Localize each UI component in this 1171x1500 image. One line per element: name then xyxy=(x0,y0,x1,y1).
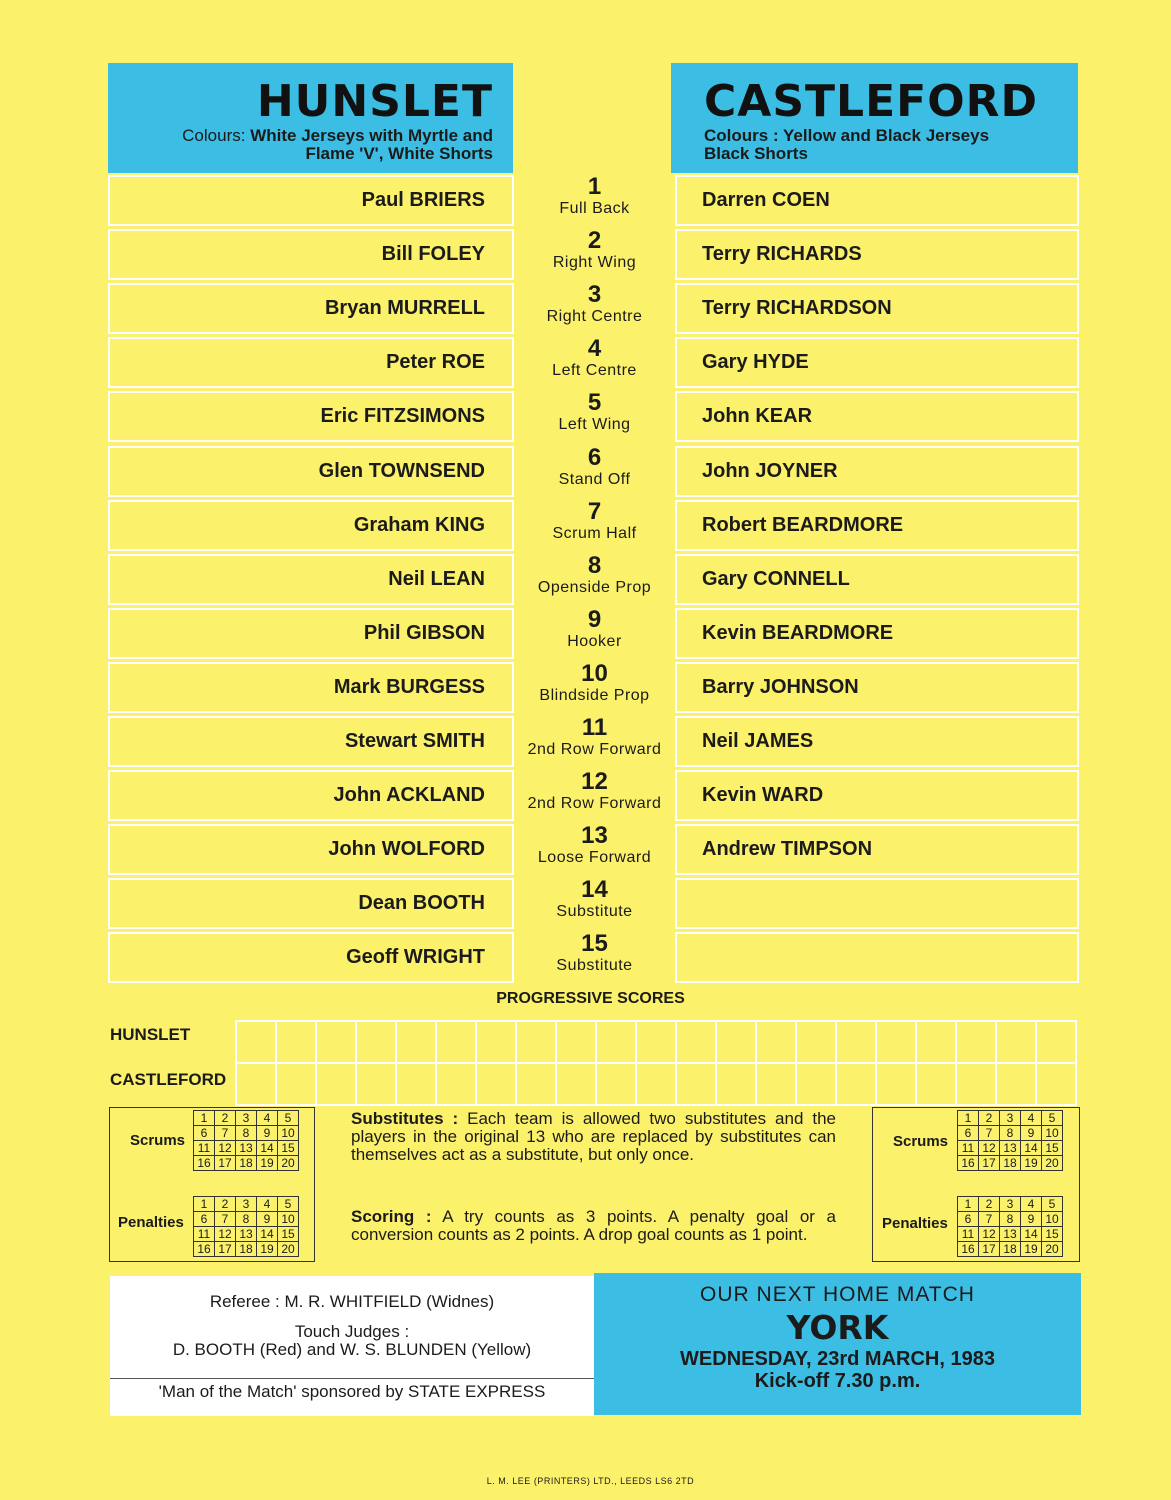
position-number: 9 xyxy=(587,606,602,633)
home-player-name: Geoff WRIGHT xyxy=(346,946,485,968)
position-name: Full Back xyxy=(559,200,630,217)
position-name: Scrum Half xyxy=(552,525,637,542)
score-cell xyxy=(436,1021,476,1063)
position-name: 2nd Row Forward xyxy=(527,741,662,758)
tally-cell: 1 xyxy=(958,1197,979,1212)
position-label xyxy=(514,337,675,381)
position-label xyxy=(514,932,675,976)
score-cell xyxy=(316,1063,356,1105)
score-cell xyxy=(596,1063,636,1105)
tally-row xyxy=(958,1197,1063,1212)
tally-cell: 4 xyxy=(257,1111,278,1126)
tally-cell: 10 xyxy=(1042,1126,1063,1141)
position-label xyxy=(514,716,675,760)
home-player-name: Paul BRIERS xyxy=(361,189,485,211)
position-number: 4 xyxy=(587,335,602,362)
progressive-scores-title: PROGRESSIVE SCORES xyxy=(496,990,685,1007)
tally-row xyxy=(958,1227,1063,1242)
score-cell xyxy=(636,1021,676,1063)
tally-cell: 2 xyxy=(979,1197,1000,1212)
position-label xyxy=(514,229,675,273)
position-name: Hooker xyxy=(567,633,622,650)
tally-cell: 18 xyxy=(236,1156,257,1171)
progressive-home-label: HUNSLET xyxy=(110,1025,191,1044)
tally-row xyxy=(958,1212,1063,1227)
tally-cell: 20 xyxy=(278,1242,299,1257)
tally-cell: 13 xyxy=(1000,1141,1021,1156)
tally-cell: 15 xyxy=(1042,1141,1063,1156)
away-player-row xyxy=(675,337,1079,388)
away-player-name: Terry RICHARDS xyxy=(702,243,862,265)
score-cell xyxy=(796,1021,836,1063)
home-player-name: Peter ROE xyxy=(386,351,485,373)
position-name: Openside Prop xyxy=(537,579,652,596)
score-cell xyxy=(756,1021,796,1063)
home-player-row xyxy=(108,446,514,497)
home-player-name: Neil LEAN xyxy=(388,568,485,590)
tally-row xyxy=(958,1111,1063,1126)
tally-cell: 5 xyxy=(1042,1111,1063,1126)
tally-cell: 8 xyxy=(1000,1126,1021,1141)
position-name: Left Centre xyxy=(552,362,637,379)
score-cell xyxy=(236,1021,276,1063)
tally-cell: 10 xyxy=(1042,1212,1063,1227)
tally-row xyxy=(194,1197,299,1212)
score-cell xyxy=(556,1021,596,1063)
away-scrums-label: Scrums xyxy=(893,1133,949,1150)
tally-cell: 9 xyxy=(1021,1126,1042,1141)
tally-cell: 15 xyxy=(1042,1227,1063,1242)
tally-cell: 12 xyxy=(979,1141,1000,1156)
away-player-row xyxy=(675,283,1079,334)
score-cell xyxy=(796,1063,836,1105)
tally-cell: 19 xyxy=(1021,1156,1042,1171)
tally-cell: 11 xyxy=(958,1227,979,1242)
next-match-kickoff: Kick-off 7.30 p.m. xyxy=(754,1370,921,1392)
position-number: 3 xyxy=(587,281,602,308)
officials-box xyxy=(110,1276,594,1416)
score-cell xyxy=(916,1063,956,1105)
away-player-name: John KEAR xyxy=(702,405,813,427)
tally-row xyxy=(194,1141,299,1156)
score-cell xyxy=(836,1021,876,1063)
position-number: 14 xyxy=(581,876,608,903)
score-cell xyxy=(276,1021,316,1063)
away-player-name: Neil JAMES xyxy=(702,730,814,752)
position-label xyxy=(514,175,675,219)
position-label xyxy=(514,283,675,327)
away-player-name: Barry JOHNSON xyxy=(702,676,859,698)
tally-row xyxy=(194,1242,299,1257)
tally-row xyxy=(194,1126,299,1141)
tally-row xyxy=(958,1156,1063,1171)
next-match-opponent: YORK xyxy=(786,1308,889,1347)
away-team-header xyxy=(671,63,1078,173)
home-player-name: Dean BOOTH xyxy=(358,892,485,914)
away-penalties-label: Penalties xyxy=(882,1215,948,1232)
away-scrums-grid xyxy=(957,1110,1063,1171)
score-cell xyxy=(996,1063,1036,1105)
tally-cell: 13 xyxy=(236,1227,257,1242)
tally-cell: 3 xyxy=(1000,1111,1021,1126)
score-cell xyxy=(596,1021,636,1063)
tally-cell: 13 xyxy=(1000,1227,1021,1242)
score-cell xyxy=(476,1021,516,1063)
away-player-row xyxy=(675,500,1079,551)
score-cell xyxy=(1036,1063,1076,1105)
tally-cell: 14 xyxy=(257,1227,278,1242)
home-team-name: HUNSLET xyxy=(256,76,493,127)
position-label xyxy=(514,391,675,435)
home-tally-box xyxy=(109,1107,315,1262)
tally-cell: 15 xyxy=(278,1227,299,1242)
referee: Referee : M. R. WHITFIELD (Widnes) xyxy=(209,1292,495,1311)
home-player-name: Bryan MURRELL xyxy=(324,297,485,319)
tally-cell: 4 xyxy=(1021,1111,1042,1126)
away-player-name: Andrew TIMPSON xyxy=(702,838,873,860)
tally-cell: 7 xyxy=(979,1126,1000,1141)
tally-cell: 20 xyxy=(1042,1242,1063,1257)
tally-cell: 16 xyxy=(194,1242,215,1257)
away-player-row xyxy=(675,175,1079,226)
home-player-row xyxy=(108,608,514,659)
home-team-header xyxy=(108,63,513,173)
tally-row xyxy=(194,1111,299,1126)
score-cell xyxy=(396,1063,436,1105)
position-label xyxy=(514,446,675,490)
score-cell xyxy=(876,1063,916,1105)
away-penalties-grid xyxy=(957,1196,1063,1257)
tally-cell: 18 xyxy=(1000,1156,1021,1171)
tally-cell: 9 xyxy=(1021,1212,1042,1227)
score-cell xyxy=(476,1063,516,1105)
home-player-name: Stewart SMITH xyxy=(344,730,485,752)
score-cell xyxy=(556,1063,596,1105)
home-player-row xyxy=(108,283,514,334)
tally-cell: 20 xyxy=(278,1156,299,1171)
score-cell xyxy=(636,1063,676,1105)
position-name: Blindside Prop xyxy=(539,687,650,704)
home-penalties-grid xyxy=(193,1196,299,1257)
tally-row xyxy=(958,1141,1063,1156)
tally-cell: 18 xyxy=(1000,1242,1021,1257)
home-player-row xyxy=(108,932,514,983)
position-label xyxy=(514,770,675,814)
progressive-score-row xyxy=(236,1021,1076,1063)
sponsor-line: 'Man of the Match' sponsored by STATE EXPRESS xyxy=(158,1382,546,1401)
position-name: Right Wing xyxy=(552,254,637,271)
tally-row xyxy=(194,1212,299,1227)
tally-cell: 11 xyxy=(194,1227,215,1242)
next-match-date: WEDNESDAY, 23rd MARCH, 1983 xyxy=(680,1348,995,1370)
home-player-row xyxy=(108,716,514,767)
home-scrums-label: Scrums xyxy=(130,1132,186,1149)
score-cell xyxy=(1036,1021,1076,1063)
position-number: 10 xyxy=(581,660,608,687)
tally-cell: 8 xyxy=(1000,1212,1021,1227)
tally-cell: 18 xyxy=(236,1242,257,1257)
tally-cell: 9 xyxy=(257,1212,278,1227)
tally-cell: 10 xyxy=(278,1126,299,1141)
tally-cell: 7 xyxy=(215,1126,236,1141)
home-player-row xyxy=(108,554,514,605)
tally-cell: 17 xyxy=(215,1242,236,1257)
position-name: Stand Off xyxy=(558,471,631,488)
tally-cell: 12 xyxy=(215,1227,236,1242)
away-player-row xyxy=(675,446,1079,497)
home-player-row xyxy=(108,662,514,713)
printer-imprint: L. M. LEE (PRINTERS) LTD., LEEDS LS6 2TD xyxy=(486,1476,695,1486)
tally-cell: 10 xyxy=(278,1212,299,1227)
tally-row xyxy=(958,1242,1063,1257)
tally-cell: 19 xyxy=(257,1156,278,1171)
touch-judges-title: Touch Judges : xyxy=(294,1322,410,1341)
position-name: Substitute xyxy=(556,903,633,920)
tally-cell: 3 xyxy=(236,1111,257,1126)
tally-cell: 4 xyxy=(1021,1197,1042,1212)
home-player-row xyxy=(108,770,514,821)
tally-cell: 4 xyxy=(257,1197,278,1212)
home-player-name: John ACKLAND xyxy=(333,784,485,806)
position-number: 2 xyxy=(587,227,602,254)
tally-cell: 11 xyxy=(194,1141,215,1156)
away-player-row xyxy=(675,824,1079,875)
score-cell xyxy=(236,1063,276,1105)
away-player-row xyxy=(675,932,1079,983)
tally-cell: 7 xyxy=(215,1212,236,1227)
score-cell xyxy=(276,1063,316,1105)
tally-cell: 7 xyxy=(979,1212,1000,1227)
progressive-away-label: CASTLEFORD xyxy=(110,1070,227,1089)
home-player-name: Eric FITZSIMONS xyxy=(320,405,485,427)
tally-cell: 2 xyxy=(215,1111,236,1126)
tally-cell: 1 xyxy=(194,1111,215,1126)
score-cell xyxy=(956,1063,996,1105)
position-number: 1 xyxy=(587,173,602,200)
tally-cell: 2 xyxy=(215,1197,236,1212)
home-player-name: Graham KING xyxy=(353,514,485,536)
score-cell xyxy=(676,1063,716,1105)
score-cell xyxy=(396,1021,436,1063)
away-player-name: Terry RICHARDSON xyxy=(702,297,892,319)
tally-cell: 6 xyxy=(194,1126,215,1141)
position-label xyxy=(514,608,675,652)
away-player-row xyxy=(675,229,1079,280)
score-cell xyxy=(356,1021,396,1063)
position-name: Substitute xyxy=(556,957,633,974)
position-number: 13 xyxy=(581,822,608,849)
home-player-name: Glen TOWNSEND xyxy=(318,460,485,482)
away-player-name: Gary CONNELL xyxy=(702,568,850,590)
away-player-name: Kevin WARD xyxy=(702,784,824,806)
away-tally-box xyxy=(872,1107,1080,1262)
away-player-name: John JOYNER xyxy=(702,460,838,482)
position-number: 7 xyxy=(587,498,602,525)
tally-cell: 12 xyxy=(215,1141,236,1156)
tally-cell: 20 xyxy=(1042,1156,1063,1171)
away-team-name: CASTLEFORD xyxy=(704,76,1039,127)
score-cell xyxy=(516,1063,556,1105)
tally-cell: 5 xyxy=(278,1197,299,1212)
tally-cell: 8 xyxy=(236,1126,257,1141)
officials-divider xyxy=(110,1378,594,1379)
tally-cell: 6 xyxy=(194,1212,215,1227)
tally-cell: 6 xyxy=(958,1126,979,1141)
home-team-colours: Colours: White Jerseys with Myrtle and Flame 'V', White Shorts xyxy=(182,126,493,163)
tally-cell: 16 xyxy=(194,1156,215,1171)
home-player-row xyxy=(108,500,514,551)
home-player-row xyxy=(108,337,514,388)
position-number: 15 xyxy=(581,930,608,957)
position-number: 5 xyxy=(587,389,602,416)
progressive-score-row xyxy=(236,1063,1076,1105)
tally-cell: 16 xyxy=(958,1156,979,1171)
score-cell xyxy=(716,1063,756,1105)
tally-cell: 14 xyxy=(1021,1227,1042,1242)
away-player-name: Darren COEN xyxy=(702,189,830,211)
away-player-row xyxy=(675,608,1079,659)
tally-cell: 3 xyxy=(236,1197,257,1212)
home-player-row xyxy=(108,391,514,442)
progressive-score-grid xyxy=(235,1020,1077,1106)
tally-cell: 1 xyxy=(958,1111,979,1126)
tally-cell: 14 xyxy=(1021,1141,1042,1156)
next-match-heading: OUR NEXT HOME MATCH xyxy=(700,1283,975,1306)
home-player-name: Bill FOLEY xyxy=(381,243,485,265)
tally-cell: 17 xyxy=(215,1156,236,1171)
tally-cell: 13 xyxy=(236,1141,257,1156)
position-label xyxy=(514,500,675,544)
tally-cell: 15 xyxy=(278,1141,299,1156)
tally-cell: 9 xyxy=(257,1126,278,1141)
position-number: 11 xyxy=(581,714,608,741)
score-cell xyxy=(676,1021,716,1063)
away-player-row xyxy=(675,554,1079,605)
home-player-name: Phil GIBSON xyxy=(363,622,485,644)
position-label xyxy=(514,662,675,706)
score-cell xyxy=(436,1063,476,1105)
home-player-row xyxy=(108,229,514,280)
tally-cell: 3 xyxy=(1000,1197,1021,1212)
position-label xyxy=(514,824,675,868)
position-name: 2nd Row Forward xyxy=(527,795,662,812)
score-cell xyxy=(836,1063,876,1105)
tally-row xyxy=(958,1126,1063,1141)
touch-judges-names: D. BOOTH (Red) and W. S. BLUNDEN (Yellow) xyxy=(172,1340,532,1359)
score-cell xyxy=(756,1063,796,1105)
score-cell xyxy=(516,1021,556,1063)
position-name: Right Centre xyxy=(546,308,643,325)
position-number: 12 xyxy=(581,768,608,795)
score-cell xyxy=(716,1021,756,1063)
tally-row xyxy=(194,1227,299,1242)
home-penalties-label: Penalties xyxy=(118,1214,184,1231)
scoring-rule: Scoring : A try counts as 3 points. A penalty goal or a conversion counts as 2 points. A drop goal counts as 1 point. xyxy=(351,1207,836,1244)
position-number: 6 xyxy=(587,444,602,471)
score-cell xyxy=(996,1021,1036,1063)
tally-row xyxy=(194,1156,299,1171)
score-cell xyxy=(876,1021,916,1063)
tally-cell: 16 xyxy=(958,1242,979,1257)
score-cell xyxy=(956,1021,996,1063)
tally-cell: 5 xyxy=(1042,1197,1063,1212)
home-player-name: Mark BURGESS xyxy=(333,676,485,698)
tally-cell: 5 xyxy=(278,1111,299,1126)
position-label xyxy=(514,554,675,598)
tally-cell: 1 xyxy=(194,1197,215,1212)
home-player-name: John WOLFORD xyxy=(328,838,485,860)
score-cell xyxy=(916,1021,956,1063)
substitutes-rule: Substitutes : Each team is allowed two substitutes and the players in the original 13 who are replaced by substitutes can themselves act as a substitute, but only once. xyxy=(351,1109,836,1164)
score-cell xyxy=(356,1063,396,1105)
tally-cell: 17 xyxy=(979,1242,1000,1257)
away-player-row xyxy=(675,716,1079,767)
tally-cell: 11 xyxy=(958,1141,979,1156)
away-player-name: Kevin BEARDMORE xyxy=(702,622,894,644)
position-number: 8 xyxy=(587,552,602,579)
next-home-match xyxy=(594,1273,1081,1415)
away-player-row xyxy=(675,770,1079,821)
tally-cell: 12 xyxy=(979,1227,1000,1242)
tally-cell: 19 xyxy=(1021,1242,1042,1257)
away-player-name: Robert BEARDMORE xyxy=(702,514,904,536)
tally-cell: 2 xyxy=(979,1111,1000,1126)
away-player-row xyxy=(675,391,1079,442)
tally-cell: 8 xyxy=(236,1212,257,1227)
tally-cell: 19 xyxy=(257,1242,278,1257)
away-player-row xyxy=(675,878,1079,929)
away-player-name: Gary HYDE xyxy=(702,351,809,373)
away-player-row xyxy=(675,662,1079,713)
home-player-row xyxy=(108,175,514,226)
away-team-colours: Colours : Yellow and Black Jerseys Black Shorts xyxy=(704,126,990,163)
position-label xyxy=(514,878,675,922)
tally-cell: 6 xyxy=(958,1212,979,1227)
home-player-row xyxy=(108,878,514,929)
position-name: Loose Forward xyxy=(537,849,652,866)
score-cell xyxy=(316,1021,356,1063)
tally-cell: 17 xyxy=(979,1156,1000,1171)
tally-cell: 14 xyxy=(257,1141,278,1156)
home-player-row xyxy=(108,824,514,875)
home-scrums-grid xyxy=(193,1110,299,1171)
position-name: Left Wing xyxy=(558,416,631,433)
